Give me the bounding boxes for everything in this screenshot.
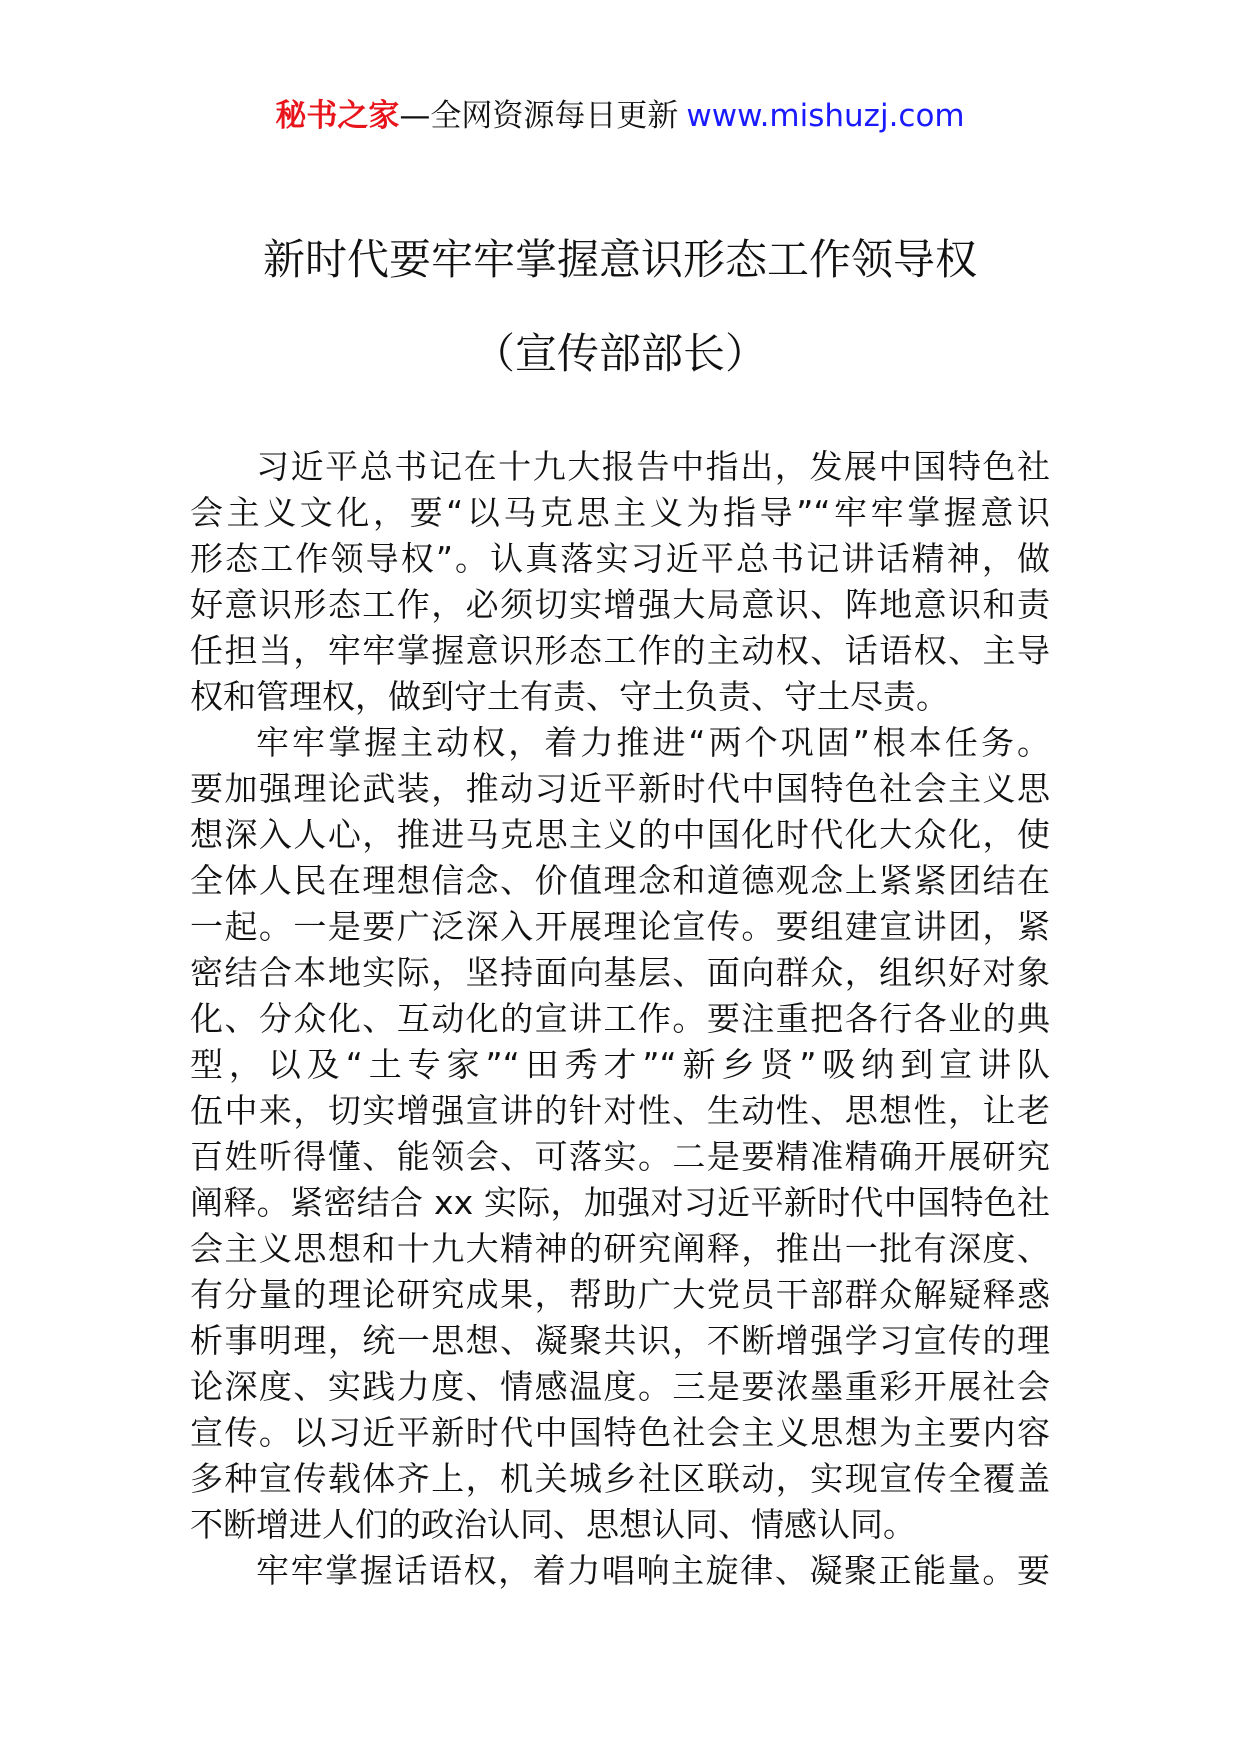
brand-name: 秘书之家 (275, 98, 400, 134)
body-line: 习近平总书记在十九大报告中指出，发展中国特色社 (256, 447, 1050, 486)
body-line: 形态工作领导权”。认真落实习近平总书记讲话精神，做 (190, 539, 1050, 578)
body-line: 牢牢掌握主动权，着力推进“两个巩固”根本任务。 (256, 723, 1050, 762)
document-title: 新时代要牢牢掌握意识形态工作领导权 (262, 235, 977, 284)
site-url-link[interactable]: www.mishuzj.com (686, 98, 965, 134)
body-line: 化、分众化、互动化的宣讲工作。要注重把各行各业的典 (190, 999, 1050, 1038)
body-line: 型，以及“土专家”“田秀才”“新乡贤”吸纳到宣讲队 (190, 1045, 1050, 1084)
body-line: 全体人民在理想信念、价值理念和道德观念上紧紧团结在 (190, 861, 1050, 900)
body-line: 权和管理权，做到守土有责、守土负责、守土尽责。 (190, 677, 949, 716)
body-line: 有分量的理论研究成果，帮助广大党员干部群众解疑释惑 (190, 1275, 1050, 1314)
body-line: 多种宣传载体齐上，机关城乡社区联动，实现宣传全覆盖 (190, 1459, 1050, 1498)
body-line: 会主义思想和十九大精神的研究阐释，推出一批有深度、 (190, 1229, 1050, 1268)
body-line: 不断增进人们的政治认同、思想认同、情感认同。 (190, 1505, 916, 1544)
body-line: 想深入人心，推进马克思主义的中国化时代化大众化，使 (190, 815, 1050, 854)
document-body (190, 444, 1050, 1594)
body-line: 要加强理论武装，推动习近平新时代中国特色社会主义思 (190, 769, 1050, 808)
body-line: 论深度、实践力度、情感温度。三是要浓墨重彩开展社会 (190, 1367, 1050, 1406)
body-line: 百姓听得懂、能领会、可落实。二是要精准精确开展研究 (190, 1137, 1050, 1176)
body-line: 好意识形态工作，必须切实增强大局意识、阵地意识和责 (190, 585, 1050, 624)
body-line: 会主义文化，要“以马克思主义为指导”“牢牢掌握意识 (190, 493, 1050, 532)
body-line: 一起。一是要广泛深入开展理论宣传。要组建宣讲团，紧 (190, 907, 1050, 946)
header-slogan: —全网资源每日更新 (399, 98, 679, 134)
body-line: 伍中来，切实增强宣讲的针对性、生动性、思想性，让老 (190, 1091, 1050, 1130)
body-line: 宣传。以习近平新时代中国特色社会主义思想为主要内容 (190, 1413, 1050, 1452)
body-line: 密结合本地实际，坚持面向基层、面向群众，组织好对象 (190, 953, 1050, 992)
body-line: 阐释。紧密结合 xx 实际，加强对习近平新时代中国特色社 (190, 1183, 1050, 1222)
site-header (0, 96, 1240, 136)
body-line: 牢牢掌握话语权，着力唱响主旋律、凝聚正能量。要 (256, 1551, 1050, 1590)
body-line: 析事明理，统一思想、凝聚共识，不断增强学习宣传的理 (190, 1321, 1050, 1360)
document-subtitle: （宣传部部长） (472, 329, 767, 378)
body-line: 任担当，牢牢掌握意识形态工作的主动权、话语权、主导 (190, 631, 1050, 670)
